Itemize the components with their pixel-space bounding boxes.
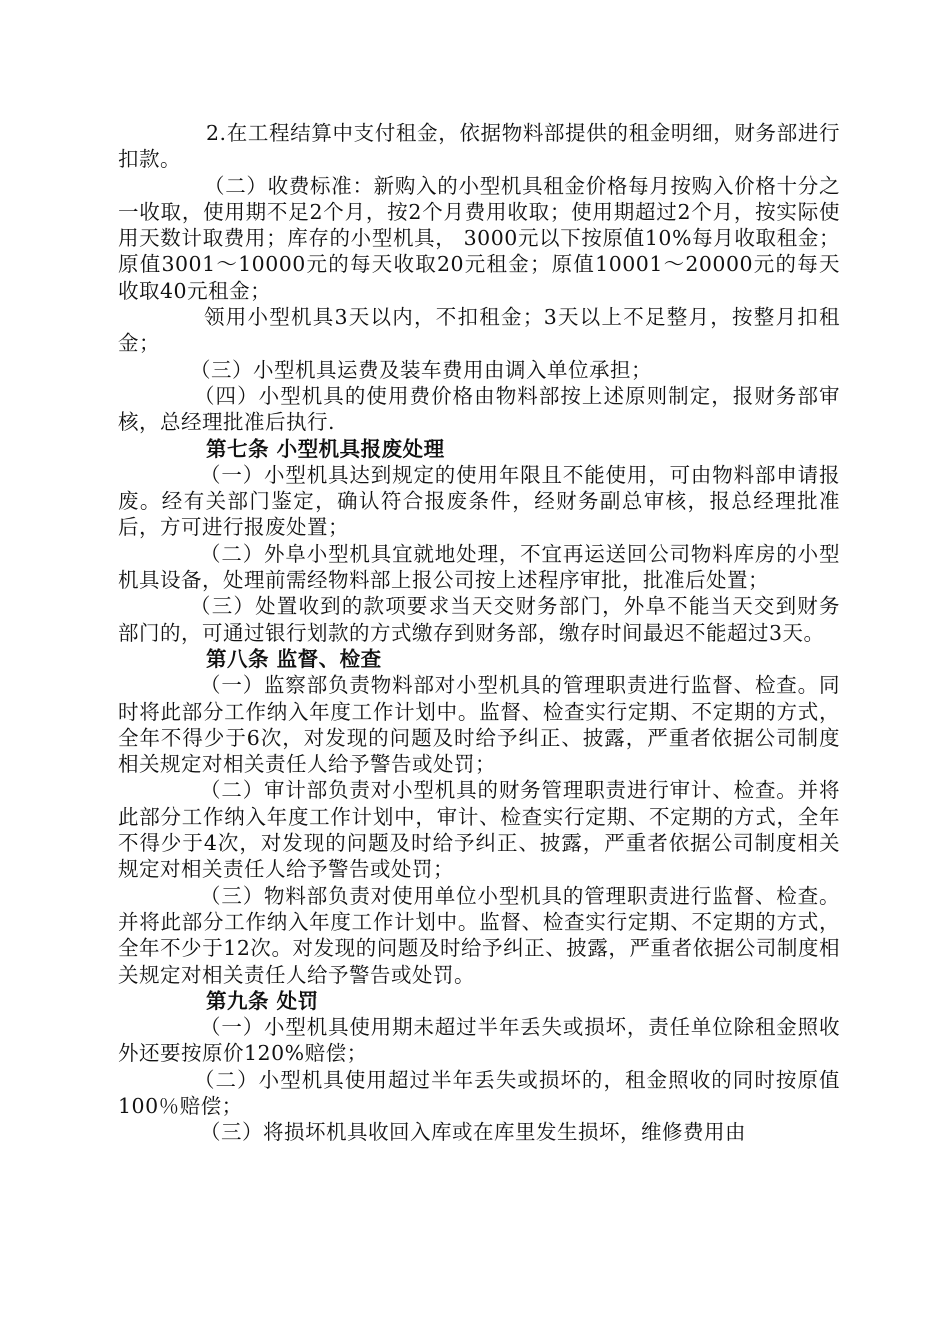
paragraph-transport-cost: （三）小型机具运费及装车费用由调入单位承担；: [190, 357, 652, 382]
paragraph-penalty-over-half-year: （二）小型机具使用超过半年丢失或损坏的，租金照收的同时按原值100％赔偿；: [118, 1067, 840, 1118]
paragraph-rent-deduction: 领用小型机具3天以内，不扣租金；3天以上不足整月，按整月扣租金；: [118, 305, 840, 356]
article-9-heading: 第九条 处罚: [206, 988, 319, 1013]
article-8-heading: 第八条 监督、检查: [206, 646, 382, 671]
paragraph-fee-standard: （二）收费标准：新购入的小型机具租金价格每月按购入价格十分之一收取，使用期不足2个月，按2个月费用收取；使用期超过2个月，按实际使用天数计取费用；库存的小型机具， 3000元以下按原值10%每月收取租金；原值3001～10000元的每天收取20元租金；原值10001～20000元的每天收取40元租金；: [118, 173, 840, 303]
paragraph-scrap-application: （一）小型机具达到规定的使用年限且不能使用，可由物料部申请报废。经有关部门鉴定，确认符合报废条件，经财务副总审核，报总经理批准后，方可进行报废处置；: [118, 462, 840, 540]
paragraph-supervision-dept: （一）监察部负责物料部对小型机具的管理职责进行监督、检查。同时将此部分工作纳入年度工作计划中。监督、检查实行定期、不定期的方式，全年不得少于6次，对发现的问题及时给予纠正、披露，严重者依据公司制度相关规定对相关责任人给予警告或处罚；: [118, 673, 840, 777]
article-7-heading: 第七条 小型机具报废处理: [206, 436, 445, 461]
paragraph-repair-cost: （三）将损坏机具收回入库或在库里发生损坏，维修费用由: [200, 1120, 746, 1145]
paragraph-rent-payment: 2.在工程结算中支付租金，依据物料部提供的租金明细，财务部进行扣款。: [118, 121, 840, 172]
paragraph-remote-disposal: （二）外阜小型机具宜就地处理，不宜再运送回公司物料库房的小型机具设备，处理前需经物料部上报公司按上述程序审批，批准后处置；: [118, 541, 840, 593]
paragraph-materials-dept: （三）物料部负责对使用单位小型机具的管理职责进行监督、检查。并将此部分工作纳入年度工作计划中。监督、检查实行定期、不定期的方式，全年不少于12次。对发现的问题及时给予纠正、披露，严重者依据公司制度相关规定对相关责任人给予警告或处罚。: [118, 883, 840, 987]
paragraph-disposal-proceeds: （三）处置收到的款项要求当天交财务部门，外阜不能当天交到财务部门的，可通过银行划款的方式缴存到财务部，缴存时间最迟不能超过3天。: [118, 594, 840, 645]
paragraph-penalty-half-year: （一）小型机具使用期未超过半年丢失或损坏，责任单位除租金照收外还要按原价120%赔偿；: [118, 1015, 840, 1066]
paragraph-audit-dept: （二）审计部负责对小型机具的财务管理职责进行审计、检查。并将此部分工作纳入年度工作计划中，审计、检查实行定期、不定期的方式，全年不得少于4次，对发现的问题及时给予纠正、披露，严重者依据公司制度相关规定对相关责任人给予警告或处罚；: [118, 778, 840, 882]
paragraph-fee-pricing: （四）小型机具的使用费价格由物料部按上述原则制定，报财务部审核，总经理批准后执行.: [118, 383, 840, 435]
document-page: [118, 120, 840, 1146]
